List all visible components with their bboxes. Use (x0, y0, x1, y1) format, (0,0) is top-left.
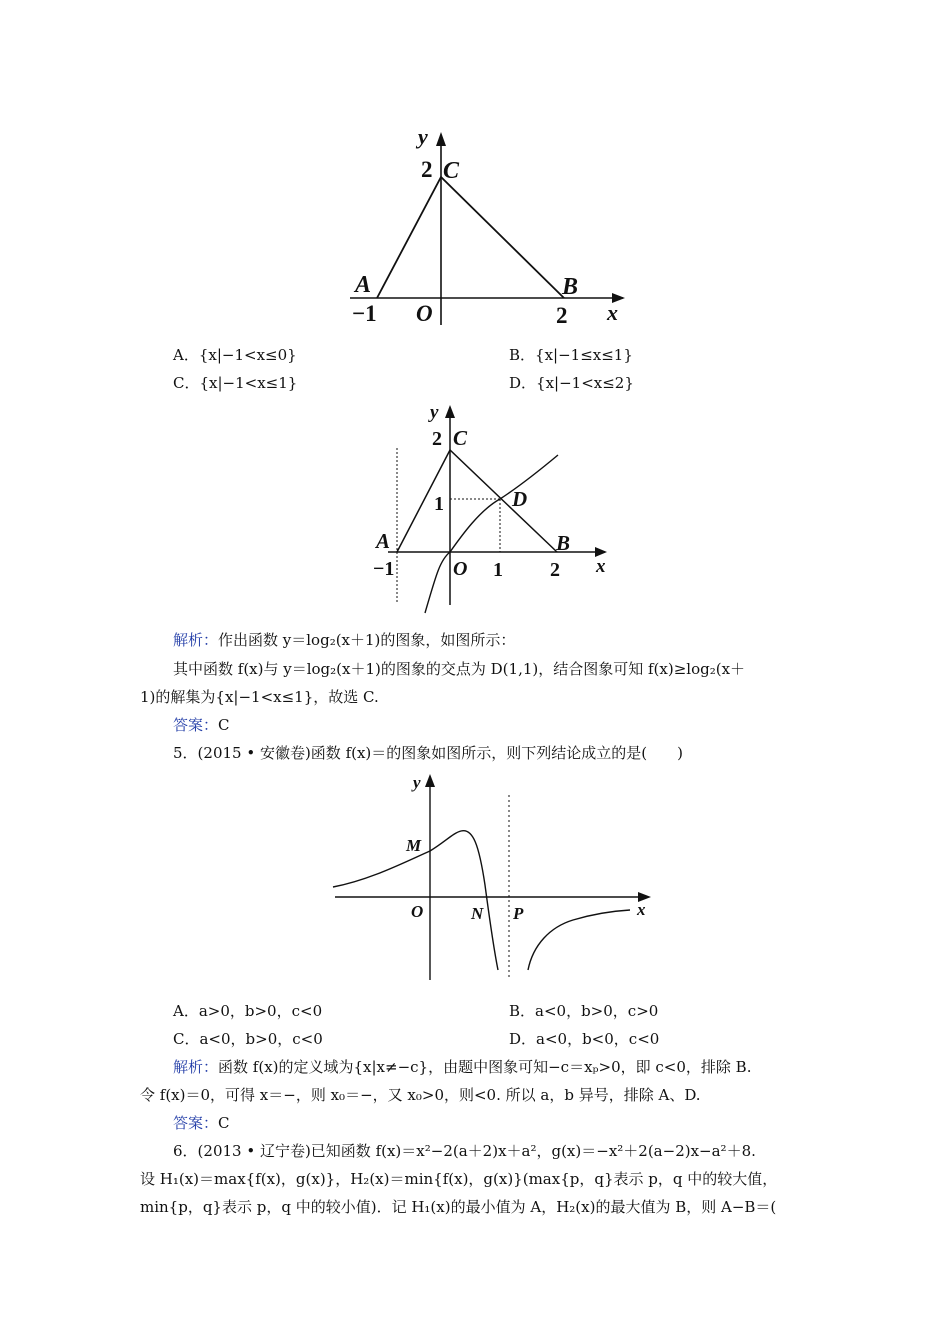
solution-label: 解析： (173, 631, 219, 649)
point-label-c: C (443, 158, 460, 184)
q5-option-a: A．a>0，b>0，c<0 (173, 1002, 323, 1020)
figure-triangle-abc (340, 120, 640, 330)
x-axis-label: x (596, 556, 606, 577)
x-axis-label: x (637, 900, 646, 919)
y-axis-arrow (425, 774, 435, 787)
q4-answer: 答案：C (173, 716, 230, 734)
origin-label: O (453, 558, 468, 580)
point-label-m: M (406, 836, 422, 855)
tick-label-1-x: 1 (493, 559, 503, 581)
q5-option-b: B．a<0，b>0，c>0 (509, 1002, 659, 1020)
triangle-edges (377, 177, 564, 298)
tick-label-neg1: −1 (373, 558, 395, 580)
point-label-b: B (556, 531, 571, 555)
q6-line-1: 6．(2013 • 辽宁卷)已知函数 f(x)＝x²−2(a＋2)x＋a²，g(x)＝−x²＋2(a−2)x−a²＋8. (173, 1142, 756, 1160)
x-axis-label: x (607, 300, 618, 325)
answer-label: 答案： (173, 716, 219, 734)
figure-function-graph (325, 765, 660, 985)
q5-solution-line-2: 令 f(x)＝0，可得 x＝−，则 x₀＝−，又 x₀>0，则<0. 所以 a，b 异号，排除 A、D. (140, 1086, 701, 1104)
y-axis-label: y (430, 402, 439, 423)
q6-line-2: 设 H₁(x)＝max{f(x)，g(x)}，H₂(x)＝min{f(x)，g(x)}(max{p，q}表示 p，q 中的较大值， (140, 1170, 778, 1188)
point-label-a: A (355, 272, 372, 298)
tick-label-2-x: 2 (550, 559, 560, 581)
figure-triangle-log-curve (370, 400, 620, 615)
tick-label-2-x: 2 (556, 303, 568, 328)
origin-label: O (411, 902, 424, 921)
q4-option-c: C．{x|−1<x≤1} (173, 374, 298, 392)
q4-solution-line-1: 解析：作出函数 y＝log₂(x＋1)的图象，如图所示： (173, 631, 516, 649)
right-branch-curve (528, 910, 630, 970)
q5-option-c: C．a<0，b>0，c<0 (173, 1030, 323, 1048)
solution-label: 解析： (173, 1058, 219, 1076)
point-label-b: B (562, 274, 579, 300)
q4-option-a: A．{x|−1<x≤0} (173, 346, 297, 364)
tick-label-neg1: −1 (352, 301, 377, 326)
point-label-p: P (513, 904, 524, 923)
q4-solution-line-2: 其中函数 f(x)与 y＝log₂(x＋1)的图象的交点为 D(1,1)，结合图象可知 f(x)≥log₂(x＋ (173, 660, 746, 678)
q6-line-3: min{p，q}表示 p，q 中的较小值)．记 H₁(x)的最小值为 A，H₂(x)的最大值为 B，则 A−B＝( (140, 1198, 777, 1216)
point-label-n: N (471, 904, 484, 923)
point-label-d: D (512, 487, 528, 511)
y-axis-arrow (445, 405, 455, 418)
origin-label: O (416, 301, 433, 326)
q5-solution-line-1: 解析：函数 f(x)的定义域为{x|x≠−c}，由题中图象可知−c＝xₚ>0，即 c<0，排除 B. (173, 1058, 752, 1076)
y-axis-arrow (436, 132, 446, 146)
triangle-edges (397, 450, 557, 552)
point-label-a: A (376, 529, 391, 553)
tick-label-1-y: 1 (434, 493, 444, 515)
q5-stem: 5．(2015 • 安徽卷)函数 f(x)＝的图象如图所示，则下列结论成立的是( ) (173, 744, 683, 762)
tick-label-2-y: 2 (432, 428, 442, 450)
q5-answer: 答案：C (173, 1114, 230, 1132)
q4-solution-line-3: 1)的解集为{x|−1<x≤1}，故选 C. (140, 688, 379, 706)
tick-label-2-y: 2 (421, 157, 433, 182)
q5-option-d: D．a<0，b<0，c<0 (509, 1030, 660, 1048)
y-axis-label: y (413, 773, 421, 792)
point-label-c: C (453, 426, 468, 450)
q4-option-d: D．{x|−1<x≤2} (509, 374, 634, 392)
answer-label: 答案： (173, 1114, 219, 1132)
y-axis-label: y (418, 124, 428, 149)
q4-option-b: B．{x|−1≤x≤1} (509, 346, 633, 364)
